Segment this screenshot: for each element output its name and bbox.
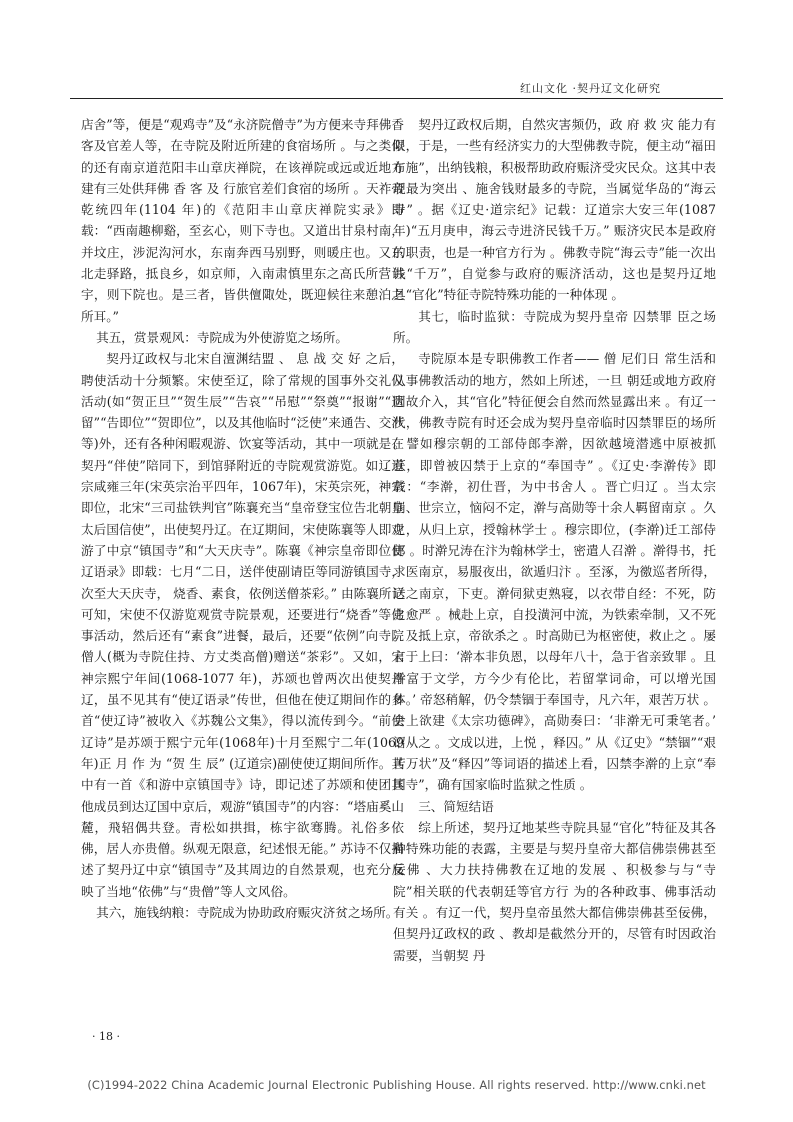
- section-heading: 其六，施钱纳粮：寺院成为协助政府赈灾济贫之场所。: [96, 904, 399, 920]
- journal-title: 红山文化 ·契丹辽文化研究: [520, 82, 661, 95]
- left-column: [81, 114, 404, 923]
- paragraph: 契丹辽政权与北宋自澶渊结盟 、 息 战 交 好 之后，聘使活动十分频繁。宋使至辽，除了常规的国事外交礼仪活动(如“贺正旦”“贺生辰”“告哀”“吊慰”“祭奠”“报谢”“遗留”“告即位”“贺即位”，以及其他临时“泛使”来通告、交涉等)外，还有各种闲暇观游、饮宴等活动，其中一项就是在契丹“伴使”陪同下，到馆驿附近的寺院观赏游览。如辽道宗咸雍三年(宋英宗治平四年，1067年)，宋英宗死，神宗即位，北宋“三司盐铁判官”陈襄充当“皇帝登宝位告北朝皇太后国信使”，出使契丹辽。在辽期间，宋使陈襄等人即观游了中京“镇国寺”和“大天庆寺”。陈襄《神宗皇帝即位使辽语录》即载：七月“二日，送伴使副请臣等同游镇国寺， 次至大天庆寺， 烧香、素食，依例送僧茶彩。” 由陈襄所记可知，宋使不仅游览观赏寺院景观，还要进行“烧香”等佛事活动，然后还有“素食”进餐，最后，还要“依例”向寺院僧人(概为寺院住持、方丈类高僧)赠送“茶彩”。又如，宋神宗熙宁年间(1068-1077 年)，苏颂也曾两次出使契丹辽，虽不见其有“使辽语录”传世，但他在使辽期间作的多首“使辽诗”被收入《苏魏公文集》，得以流传到今。“前使辽诗”是苏颂于熙宁元年(1068年)十月至熙宁二年(1069 年)正 月 作 为 “贺 生 辰” (辽道宗)副使使辽期间所作。其中有一首《和游中京镇国寺》诗，即记述了苏颂和使团其他成员到达辽国中京后，观游“镇国寺”的内容：“塔庙奚山麓，飛轺偶共登。青松如拱揖，栋宇欲骞腾。礼俗多依佛，居人亦贵僧。纵观无限意，纪述恨无能。” 苏诗不仅描述了契丹辽中京“镇国寺”及其周边的自然景观，也充分反映了当地“依佛”与“贵僧”等人文风俗。: [81, 351, 404, 899]
- page-number: · 18 ·: [92, 1030, 120, 1043]
- paragraph: 综上所述，契丹辽地某些寺院具显“官化”特征及其各种特殊功能的表露，主要是与契丹皇帝大都信佛崇佛甚至佞佛 、大力扶持佛教在辽地的发展 、积极参与与“寺院”相关联的代表朝廷等官方行 为的各种政事、佛事活动有关 。有辽一代，契丹皇帝虽然大都信佛崇佛甚至佞佛， 但契丹辽政权的政 、教却是截然分开的，尽管有时因政治需要，当朝契 丹: [393, 819, 716, 963]
- section-heading: 其五，赏景观风：寺院成为外使游览之场所。: [96, 329, 348, 345]
- right-column: [393, 114, 716, 966]
- section-title: 三、简短结语: [418, 798, 494, 814]
- copyright-footer: (C)1994-2022 China Academic Journal Electronic Publishing House. All rights reserved. http://www.cnki.net: [87, 1078, 706, 1092]
- paragraph: 寺院原本是专职佛教工作者—— 僧 尼们日 常生活和从事佛教活动的地方，然如上所述，一旦 朝廷或地方政府因故介入，其“官化”特征便会自然而然显露出来 。有辽一代，佛教寺院有时还会成为契丹皇帝临时囚禁罪臣的场所 。譬如穆宗朝的工部侍郎李澣，因欲越境潜逃中原被抓获，即曾被囚禁于上京的“奉国寺” 。《辽史·李澣传》即载：“李澣，初仕晋，为中书舍人 。晋亡归辽 。当太宗崩、世宗立，恼闷不定，澣与高勋等十余人羁留南京 。久之，从归上京，授翰林学士 。穆宗即位，(李澣)迁工部侍郎 。时澣兄涛在汴为翰林学士，密遣人召澣 。澣得书，托求医南京，易服夜出，欲遁归汴 。至涿，为徼巡者所得，送之南京，下吏。澣伺狱吏熟寝，以衣带自经：不死，防之愈严 。械赴上京，自投潢河中流，为铁索牵制，又不死 。及抵上京，帝欲杀之 。时高勋已为枢密使，救止之 。屡言于上曰：‘澣本非负恩，以母年八十，急于省亲致罪 。且澣富于文学，方今少有伦比，若留掌词命，可以增光国体。’ 帝怒稍解，仍令禁锢于奉国寺，凡六年，艰苦万状 。会上欲建《太宗功德碑》，高勋奏曰：‘非澣无可秉笔者。’ 诏从之 。文成以进，上悦 ，释囚。” 从《辽史》“禁锢”“艰苦万状”及“释囚”等词语的描述上看，囚禁李澣的上京“奉国寺”，确有国家临时监狱之性质 。: [393, 351, 716, 793]
- paragraph: 契丹辽政权后期，自然灾害频仍，政 府 救 灾 能力有限，于是，一些有经济实力的大型佛教寺院，便主动“福田布施”，出纳钱粮，积极帮助政府赈济受灾民众。这其中表现最为突出 、施舍钱财最多的寺院，当属觉华岛的“海云寺” 。据《辽史·道宗纪》记载：辽道宗大安三年(1087 年)“五月庚申，海云寺进济民钱千万。” 赈济灾民本是政府的职责，也是一种官方行为 。佛教寺院“海云寺”能一次出钱“千万”，自觉参与政府的赈济活动，这也是契丹辽地具“官化”特征寺院特殊功能的一种体现 。: [393, 117, 716, 303]
- section-heading: 其七，临时监狱：寺院成为契丹皇帝 囚禁罪 臣之场所。: [393, 308, 716, 345]
- running-header: [70, 78, 723, 99]
- paragraph: 店舍”等，便是“观鸡寺”及“永济院僧寺”为方便来寺拜佛香客及官差人等，在寺院及附近所建的食宿场所 。与之类似的还有南京道范阳丰山章庆禅院，在该禅院或远或近地方建有三处供拜佛 香 客 及 行旅官差们食宿的场所 。天祚帝乾统四年(1104 年)的《范阳丰山章庆禅院实录》即载：“西南趣柳谿，至玄心，则下寺也。又道出甘泉村南，并坟庄，涉泥沟河水，东南奔西马别野，则暖庄也。又东北走驿路，抵良乡，如京师，入南肃慎里东之高氏所营讲宇，则下院也。是三者，皆供儃陬处，既迎候往来憩泊之所耳。”: [81, 117, 404, 324]
